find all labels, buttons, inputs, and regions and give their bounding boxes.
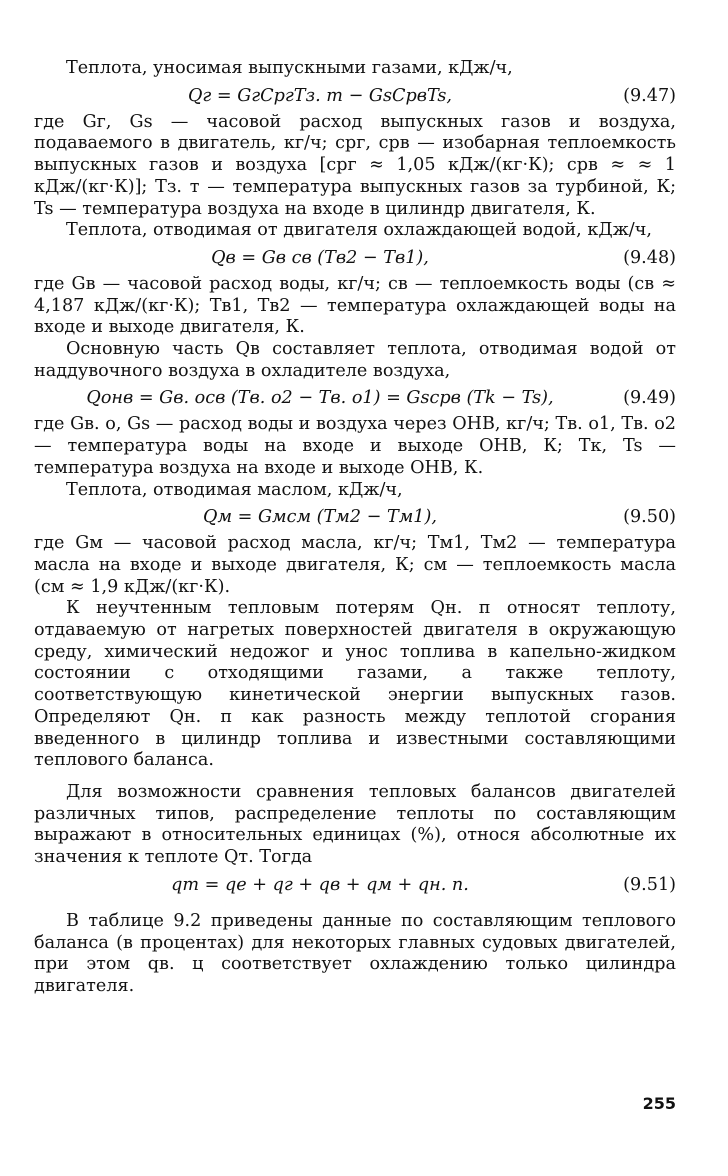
paragraph: Теплота, отводимая маслом, кДж/ч, (66, 479, 403, 500)
equation-number: (9.51) (623, 874, 676, 895)
paragraph-gap (34, 901, 676, 911)
paragraph: Теплота, отводимая от двигателя охлаждающей водой, кДж/ч, (66, 220, 652, 241)
paragraph: где Gв — часовой расход воды, кг/ч; cв — теплоемкость воды (cв ≈ 4,187 кДж/(кг·К); Tв1, Tв2 — температура охлаждающей воды на входе и выходе двигателя, К. (34, 273, 676, 338)
paragraph: К неучтенным тепловым потерям Qн. п относят теплоту, отдаваемую от нагретых поверхностей двигателя в окружающую среду, химический недожог и унос топлива в капельно-жидком состоянии с отходящими газами, а также теплоту, соответствующую кинетической энергии выпускных газов. Определяют Qн. п как разность между теплотой сгорания введенного в цилиндр топлива и известными составляющими теплового баланса. (34, 598, 676, 771)
equation-formula: Qв = Gв cв (Tв2 − Tв1), (211, 247, 429, 268)
equation (34, 501, 676, 533)
equation-number: (9.50) (623, 507, 676, 528)
equation (34, 80, 676, 112)
equation-number: (9.47) (623, 85, 676, 106)
equation-number: (9.49) (623, 388, 676, 409)
paragraph-gap (34, 772, 676, 782)
equation (34, 869, 676, 901)
paragraph: Для возможности сравнения тепловых балансов двигателей различных типов, распределение теплоты по составляющим выражают в относительных единицах (%), относя абсолютные их значения к теплоте Qт. Тогда (34, 781, 676, 868)
equation (34, 382, 676, 414)
paragraph: где Gм — часовой расход масла, кг/ч; Tм1, Tм2 — температура масла на входе и выходе двигателя, К; cм — теплоемкость масла (cм ≈ 1,9 кДж/(кг·К). (34, 533, 676, 597)
paragraph: Основную часть Qв составляет теплота, отводимая водой от наддувочного воздуха в охладителе воздуха, (34, 339, 676, 381)
equation-formula: Qм = Gмcм (Tм2 − Tм1), (203, 507, 437, 528)
paragraph: где Gг, Gs — часовой расход выпускных газов и воздуха, подаваемого в двигатель, кг/ч; cрг, cрв — изобарная теплоемкость выпускных газов и воздуха [cрг ≈ 1,05 кДж/(кг·К); cрв ≈ ≈ 1 кДж/(кг·К)]; Tз. т — температура выпускных газов за турбиной, К; Ts — температура воздуха на входе в цилиндр двигателя, К. (34, 111, 676, 219)
equation-number: (9.48) (623, 247, 676, 268)
paragraph: Теплота, уносимая выпускными газами, кДж/ч, (66, 58, 513, 78)
page-content (34, 58, 676, 998)
equation (34, 242, 676, 274)
equation-formula: Qонв = Gв. оcв (Tв. о2 − Tв. о1) = Gscрв (Tk − Ts), (86, 388, 554, 409)
equation-formula: qт = qe + qг + qв + qм + qн. п. (171, 874, 469, 895)
paragraph: В таблице 9.2 приведены данные по составляющим теплового баланса (в процентах) для некоторых главных судовых двигателей, при этом qв. ц соответствует охлаждению только цилиндра двигателя. (34, 910, 676, 996)
equation-formula: Qг = GгCргTз. т − GsCрвTs, (187, 85, 453, 106)
paragraph: где Gв. о, Gs — расход воды и воздуха через ОНВ, кг/ч; Tв. о1, Tв. о2 — температура воды на входе и выходе ОНВ, К; Tк, Ts — температура воздуха на входе и выходе ОНВ, К. (34, 414, 676, 478)
page-number: 255 (642, 1094, 676, 1113)
